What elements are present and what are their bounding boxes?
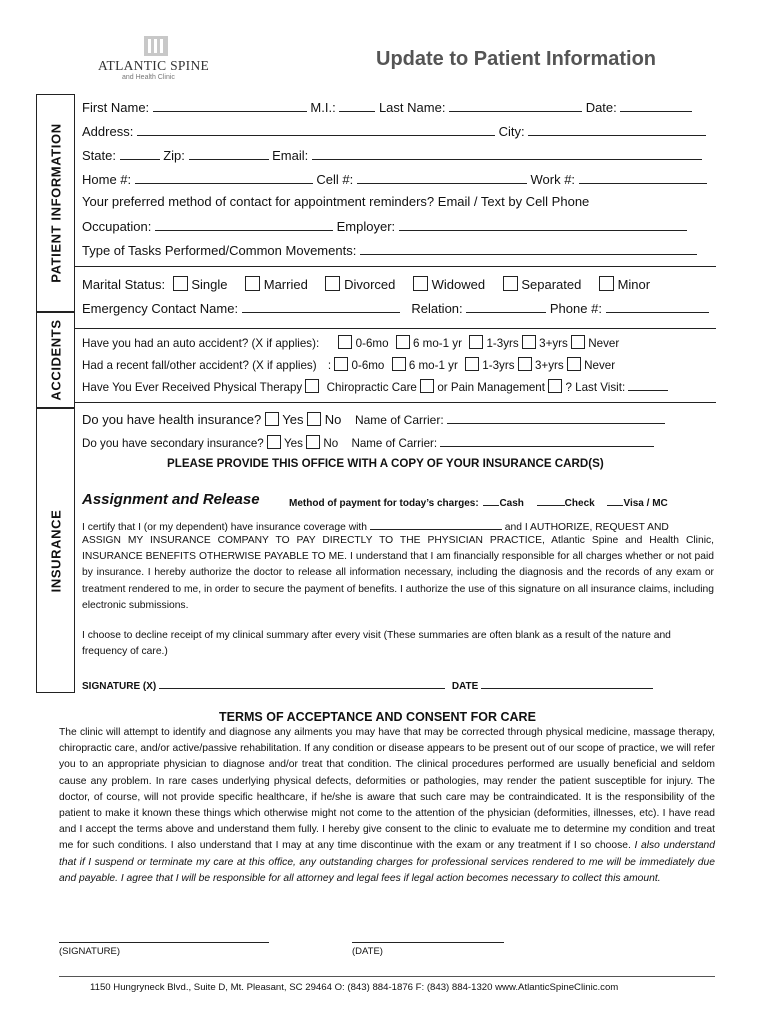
- yes-label: Yes: [284, 437, 303, 450]
- divider: [74, 328, 716, 329]
- divider: [74, 402, 716, 403]
- secondary-insurance-row: [82, 434, 654, 450]
- last-visit-label: ? Last Visit:: [565, 381, 626, 394]
- signature-date-field[interactable]: [481, 678, 653, 689]
- duration-label: Never: [584, 359, 616, 372]
- yes-label: Yes: [282, 412, 304, 427]
- marital-married-checkbox[interactable]: [245, 276, 260, 291]
- state-row: [82, 147, 702, 163]
- last-name-field[interactable]: [449, 99, 582, 112]
- work-phone-field[interactable]: [579, 171, 707, 184]
- auto-never-checkbox[interactable]: [571, 335, 585, 349]
- logo-tagline: and Health Clinic: [122, 74, 175, 81]
- signature-label: SIGNATURE (X): [82, 681, 157, 692]
- date-field[interactable]: [620, 99, 692, 112]
- signature-row: [82, 678, 653, 692]
- employer-label: Employer:: [336, 219, 396, 234]
- tasks-row: [82, 242, 697, 258]
- terms-body-italic: I also understand that if I suspend or terminate my care at this office, any outstanding charges for professional services rendered to me will be immediately due and payable. I agree that I will be responsible for all attorney and legal fees if legal action becomes necessary to collect this amount.: [59, 840, 715, 884]
- auto-accident-row: [82, 335, 619, 350]
- cash-label: Cash: [499, 498, 524, 509]
- duration-label: 6 mo-1 yr: [413, 337, 462, 350]
- clinic-logo: [98, 34, 213, 84]
- first-name-label: First Name:: [82, 100, 150, 115]
- chiropractic-checkbox[interactable]: [420, 379, 434, 393]
- marital-option-label: Divorced: [344, 277, 396, 292]
- terms-signature-label: (SIGNATURE): [59, 946, 121, 957]
- marital-option-label: Separated: [521, 277, 582, 292]
- duration-label: 1-3yrs: [486, 337, 519, 350]
- email-field[interactable]: [312, 147, 702, 160]
- section-label-insurance: INSURANCE: [48, 509, 63, 592]
- terms-date-line[interactable]: [352, 942, 504, 943]
- logo-mark-icon: [142, 34, 170, 58]
- cell-phone-field[interactable]: [357, 171, 527, 184]
- address-row: [82, 123, 706, 139]
- auto-6mo-1yr-checkbox[interactable]: [396, 335, 410, 349]
- payment-method-row: [289, 496, 668, 509]
- marital-minor-checkbox[interactable]: [599, 276, 614, 291]
- duration-label: 3+yrs: [539, 337, 568, 350]
- insurance-no-checkbox[interactable]: [307, 412, 321, 426]
- duration-label: Never: [588, 337, 620, 350]
- zip-label: Zip:: [163, 148, 185, 163]
- marital-option-label: Married: [263, 277, 308, 292]
- terms-signature-line[interactable]: [59, 942, 269, 943]
- insurance-card-notice: PLEASE PROVIDE THIS OFFICE WITH A COPY OF YOUR INSURANCE CARD(S): [167, 457, 604, 470]
- cell-phone-label: Cell #:: [316, 172, 354, 187]
- duration-label: 1-3yrs: [482, 359, 515, 372]
- certify-line: [82, 519, 669, 533]
- insurance-question: Do you have health insurance?: [82, 412, 262, 427]
- mi-label: M.I.:: [310, 100, 336, 115]
- terms-body: The clinic will attempt to identify and diagnose any ailments you may have that may be corrected through physical medicine, massage therapy, chiropractic care, and/or active/passive rehabilitation. If any condition or disease appears to be present out of our scope of practice, we will refer you to an appropriate physician to diagnose and/or treat that condition. The clinical procedures performed are usually beneficial and seldom cause any problem. In rare cases underlying physical defects, deformities or pathologies, may render the patient susceptible for injury. The doctor, of course, will not provide specific healthcare, if he/she is aware that such care may be contraindicated. It is the responsibility of the patient to make it known these things which otherwise might not come to the attention of the physician (deformities, illnesses, etc). I have read and I accept the terms above and understand them fully. I hereby give consent to the clinic to evaluate me to determine my condition and treat me for such conditions. I also understand that I may at any time discontinue with the exam or any treatment if I so choose.: [59, 727, 715, 852]
- secondary-carrier-label: Name of Carrier:: [351, 437, 438, 450]
- section-insurance: [36, 408, 75, 693]
- fall-accident-row: [82, 357, 615, 372]
- marital-option-label: Widowed: [431, 277, 486, 292]
- physical-therapy-checkbox[interactable]: [305, 379, 319, 393]
- section-patient-information: [36, 94, 75, 312]
- first-name-field[interactable]: [153, 99, 307, 112]
- state-label: State:: [82, 148, 116, 163]
- phone-row: [82, 171, 707, 187]
- fall-never-checkbox[interactable]: [567, 357, 581, 371]
- zip-field[interactable]: [189, 147, 269, 160]
- colon: :: [327, 359, 332, 372]
- city-field[interactable]: [528, 123, 706, 136]
- state-field[interactable]: [120, 147, 160, 160]
- address-label: Address:: [82, 124, 134, 139]
- certify-text: I certify that I (or my dependent) have insurance coverage with: [82, 522, 368, 533]
- fall-1-3yrs-checkbox[interactable]: [465, 357, 479, 371]
- date-label: Date:: [585, 100, 617, 115]
- occupation-label: Occupation:: [82, 219, 152, 234]
- emergency-phone-field[interactable]: [606, 300, 709, 313]
- name-row: [82, 99, 692, 115]
- marital-status-row: [82, 276, 650, 292]
- marital-option-label: Minor: [617, 277, 651, 292]
- insurance-row: [82, 411, 665, 427]
- address-field[interactable]: [137, 123, 495, 136]
- secondary-yes-checkbox[interactable]: [267, 435, 281, 449]
- work-phone-label: Work #:: [530, 172, 576, 187]
- marital-option-label: Single: [191, 277, 228, 292]
- pt-question-label: Have You Ever Received Physical Therapy: [82, 381, 303, 394]
- pain-management-checkbox[interactable]: [548, 379, 562, 393]
- marital-widowed-checkbox[interactable]: [413, 276, 428, 291]
- divider: [74, 266, 716, 267]
- secondary-insurance-question: Do you have secondary insurance?: [82, 437, 264, 450]
- cash-field[interactable]: [483, 496, 499, 506]
- section-accidents: [36, 312, 75, 408]
- check-label: Check: [564, 498, 595, 509]
- occupation-field[interactable]: [155, 218, 333, 231]
- last-name-label: Last Name:: [378, 100, 446, 115]
- home-phone-field[interactable]: [135, 171, 313, 184]
- therapy-row: [82, 378, 668, 394]
- auto-accident-label: Have you had an auto accident? (X if applies):: [82, 337, 320, 350]
- contact-preference: Your preferred method of contact for appointment reminders? Email / Text by Cell Phone: [82, 194, 590, 209]
- insurance-yes-checkbox[interactable]: [265, 412, 279, 426]
- terms-title: TERMS OF ACCEPTANCE AND CONSENT FOR CARE: [219, 710, 536, 724]
- marital-single-checkbox[interactable]: [173, 276, 188, 291]
- tasks-label: Type of Tasks Performed/Common Movements:: [82, 243, 357, 258]
- fall-0-6mo-checkbox[interactable]: [334, 357, 348, 371]
- occupation-row: [82, 218, 687, 234]
- emergency-row: [82, 300, 709, 316]
- tasks-field[interactable]: [360, 242, 697, 255]
- employer-field[interactable]: [399, 218, 687, 231]
- emergency-contact-field[interactable]: [242, 300, 400, 313]
- certify-text: and I AUTHORIZE, REQUEST AND: [504, 522, 669, 533]
- decline-summary-paragraph: I choose to decline receipt of my clinical summary after every visit (These summaries are often blank as a result of the nature and frequency of care.): [82, 630, 671, 658]
- no-label: No: [323, 437, 339, 450]
- no-label: No: [324, 412, 342, 427]
- signature-field[interactable]: [159, 678, 445, 689]
- home-phone-label: Home #:: [82, 172, 132, 187]
- section-label-patient: PATIENT INFORMATION: [48, 123, 63, 283]
- footer-divider: [59, 976, 715, 977]
- visa-label: Visa / MC: [623, 498, 668, 509]
- pain-label: or Pain Management: [437, 381, 545, 394]
- mi-field[interactable]: [339, 99, 375, 112]
- secondary-carrier-field[interactable]: [440, 434, 654, 447]
- fall-6mo-1yr-checkbox[interactable]: [392, 357, 406, 371]
- duration-label: 6 mo-1 yr: [408, 359, 458, 372]
- duration-label: 3+yrs: [534, 359, 564, 372]
- auto-0-6mo-checkbox[interactable]: [338, 335, 352, 349]
- section-label-accidents: ACCIDENTS: [48, 319, 63, 401]
- relation-label: Relation:: [411, 301, 463, 316]
- page-title: Update to Patient Information: [376, 48, 656, 70]
- chiro-label: Chiropractic Care: [326, 381, 417, 394]
- terms-date-label: (DATE): [352, 946, 383, 957]
- visa-field[interactable]: [607, 496, 623, 506]
- signature-date-label: DATE: [451, 681, 479, 692]
- marital-status-label: Marital Status:: [82, 277, 166, 292]
- secondary-no-checkbox[interactable]: [306, 435, 320, 449]
- last-visit-field[interactable]: [628, 378, 668, 391]
- logo-name: ATLANTIC SPINE: [98, 58, 210, 73]
- emergency-phone-label: Phone #:: [549, 301, 602, 316]
- carrier-label: Name of Carrier:: [354, 413, 444, 427]
- relation-field[interactable]: [466, 300, 546, 313]
- auto-3plus-checkbox[interactable]: [522, 335, 536, 349]
- insurance-company-field[interactable]: [370, 519, 502, 530]
- marital-divorced-checkbox[interactable]: [325, 276, 340, 291]
- auto-1-3yrs-checkbox[interactable]: [469, 335, 483, 349]
- fall-3plus-checkbox[interactable]: [518, 357, 532, 371]
- terms-paragraph: [59, 725, 715, 887]
- email-label: Email:: [272, 148, 309, 163]
- emergency-contact-label: Emergency Contact Name:: [82, 301, 239, 316]
- duration-label: 0-6mo: [351, 359, 385, 372]
- assignment-title: Assignment and Release: [82, 491, 260, 508]
- payment-method-label: Method of payment for today’s charges:: [289, 498, 479, 509]
- footer-address: 1150 Hungryneck Blvd., Suite D, Mt. Pleasant, SC 29464 O: (843) 884-1876 F: (843) 884-1320 www.AtlanticSpineClinic.com: [90, 982, 619, 993]
- duration-label: 0-6mo: [355, 337, 389, 350]
- carrier-field[interactable]: [447, 411, 665, 424]
- fall-accident-label: Had a recent fall/other accident? (X if applies): [82, 359, 317, 372]
- city-label: City:: [498, 124, 525, 139]
- check-field[interactable]: [537, 496, 565, 506]
- assignment-paragraph: ASSIGN MY INSURANCE COMPANY TO PAY DIRECTLY TO THE PHYSICIAN PRACTICE, Atlantic Spine and Health Clinic, INSURANCE BENEFITS OTHERWISE PAYABLE TO ME. I understand that I am financially responsible for all charges whether or not paid by insurance. I hereby authorize the doctor to release all information necessary, including the diagnosis and the records of any exam or treatment rendered to me, in order to secure the payment of benefits. I authorize the use of this signature on all insurance claims, including electronic submissions.: [82, 535, 714, 611]
- marital-separated-checkbox[interactable]: [503, 276, 518, 291]
